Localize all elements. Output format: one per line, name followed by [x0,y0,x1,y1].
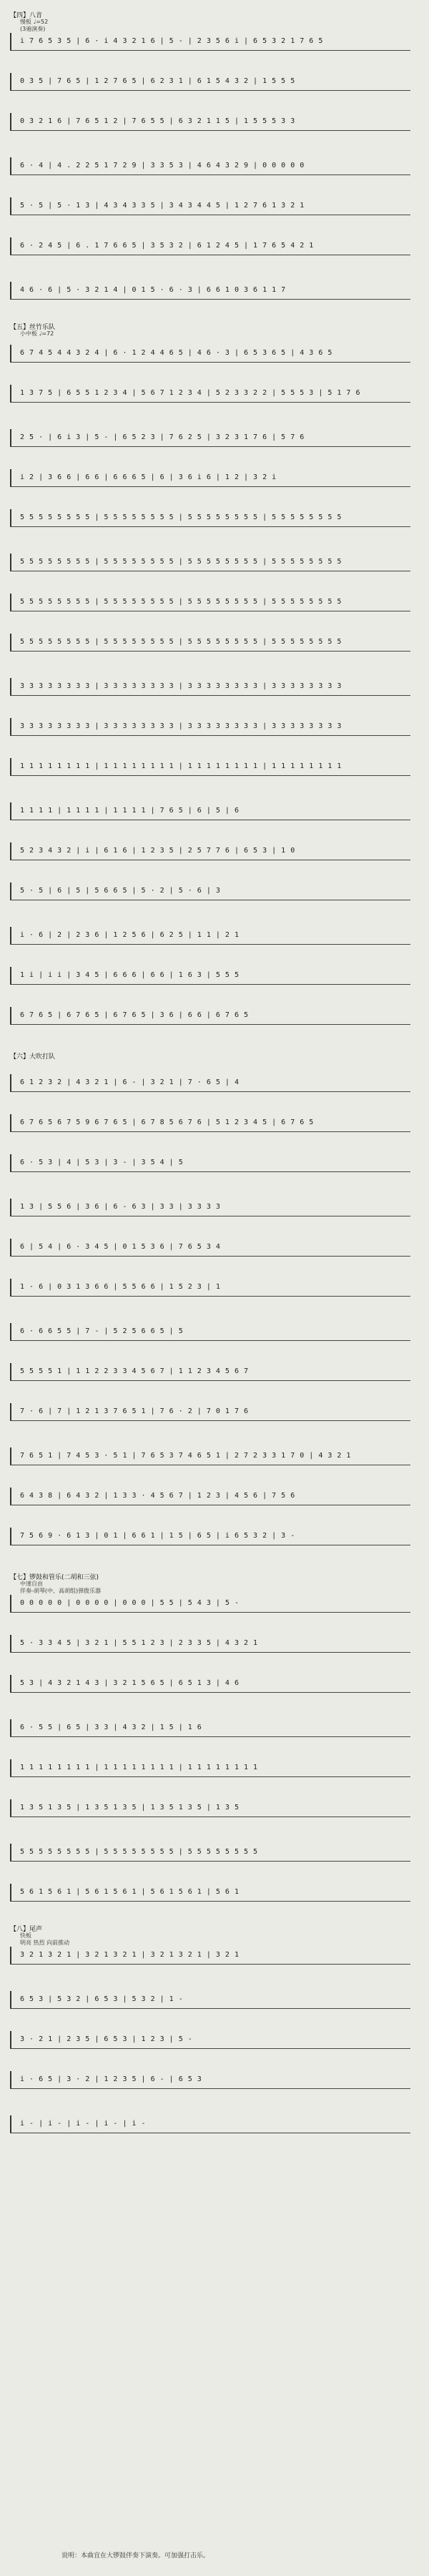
notation-system [10,842,410,860]
notation-row: i - | i - | i - | i - | i - [10,2115,410,2133]
section-title: 【八】尾声 [10,1926,43,1933]
notation-row: 5 5 5 5 1 | 1 1 2 2 3 3 4 5 6 7 | 1 1 2 3 4 5 6 7 [10,1363,410,1381]
notation-row: 3 2 1 3 2 1 | 3 2 1 3 2 1 | 3 2 1 3 2 1 | 3 2 1 [10,1947,410,1965]
tempo-mark: 慢板 ♩=52 [20,19,49,25]
notation-row: 6 | 5 4 | 6 · 3 4 5 | 0 1 5 3 6 | 7 6 5 3 4 [10,1239,410,1257]
notation-system [10,1488,410,1505]
section-subtitle: 伴奏-胡琴(中、高胡组)弹拨乐器 [20,1588,102,1594]
notation-system [10,678,410,696]
notation-system [10,345,410,363]
notation-system [10,718,410,736]
notation-row: 1 1 1 1 | 1 1 1 1 | 1 1 1 1 | 7 6 5 | 6 | 5 | 6 [10,802,410,820]
notation-system [10,113,410,131]
notation-row: 1 · 6 | 0 3 1 3 6 6 | 5 5 6 6 | 1 5 2 3 | 1 [10,1279,410,1297]
section-title: 【五】丝竹乐队 [10,324,56,331]
notation-system [10,237,410,255]
notation-row: 7 · 6 | 7 | 1 2 1 3 7 6 5 1 | 7 6 · 2 | 7 0 1 7 6 [10,1403,410,1421]
notation-system [10,1323,410,1341]
notation-system [10,1528,410,1545]
notation-row: 6 7 4 5 4 4 3 2 4 | 6 · 1 2 4 4 6 5 | 4 6 · 3 | 6 5 3 6 5 | 4 3 6 5 [10,345,410,363]
notation-row: 5 5 5 5 5 5 5 5 | 5 5 5 5 5 5 5 5 | 5 5 5 5 5 5 5 5 [10,1844,410,1862]
notation-system [10,2031,410,2049]
notation-row: i · 6 | 2 | 2 3 6 | 1 2 5 6 | 6 2 5 | 1 1 | 2 1 [10,927,410,945]
notation-system [10,1675,410,1693]
notation-row: 1 3 | 5 5 6 | 3 6 | 6 - 6 3 | 3 3 | 3 3 3 3 [10,1199,410,1216]
notation-row: 6 5 3 | 5 3 2 | 6 5 3 | 5 3 2 | 1 - [10,1991,410,2009]
notation-system [10,1279,410,1297]
notation-system [10,1154,410,1172]
notation-row: 5 6 1 5 6 1 | 5 6 1 5 6 1 | 5 6 1 5 6 1 | 5 6 1 [10,1884,410,1902]
notation-system [10,1947,410,1965]
notation-row: 5 5 5 5 5 5 5 5 | 5 5 5 5 5 5 5 5 | 5 5 5 5 5 5 5 5 | 5 5 5 5 5 5 5 5 [10,554,410,571]
notation-row: 6 · 5 3 | 4 | 5 3 | 3 - | 3 5 4 | 5 [10,1154,410,1172]
notation-system [10,1403,410,1421]
notation-system [10,1114,410,1132]
notation-row: 6 · 6 6 5 5 | 7 - | 5 2 5 6 6 5 | 5 [10,1323,410,1341]
notation-row: 0 0 0 0 0 | 0 0 0 0 | 0 0 0 | 5 5 | 5 4 3 | 5 - [10,1595,410,1613]
notation-system [10,1363,410,1381]
notation-system [10,1239,410,1257]
tempo-mark: 小中板 ♩=72 [20,330,54,337]
notation-system [10,1007,410,1025]
notation-row: 3 · 2 1 | 2 3 5 | 6 5 3 | 1 2 3 | 5 - [10,2031,410,2049]
notation-system [10,883,410,900]
tempo-mark: 中速自由 [20,1580,43,1587]
section-subtitle: (3遍演奏) [20,26,46,32]
notation-row: i · 6 5 | 3 · 2 | 1 2 3 5 | 6 - | 6 5 3 [10,2071,410,2089]
notation-system [10,594,410,611]
tempo-mark: 快板 [20,1932,31,1939]
notation-row: 6 7 6 5 6 7 5 9 6 7 6 5 | 6 7 8 5 6 7 6 | 5 1 2 3 4 5 | 6 7 6 5 [10,1114,410,1132]
notation-row: 5 3 | 4 3 2 1 4 3 | 3 2 1 5 6 5 | 6 5 1 3 | 4 6 [10,1675,410,1693]
notation-row: 5 5 5 5 5 5 5 5 | 5 5 5 5 5 5 5 5 | 5 5 5 5 5 5 5 5 | 5 5 5 5 5 5 5 5 [10,509,410,527]
notation-system [10,1595,410,1613]
notation-row: 1 3 5 1 3 5 | 1 3 5 1 3 5 | 1 3 5 1 3 5 | 1 3 5 [10,1799,410,1817]
notation-row: 5 · 5 | 6 | 5 | 5 6 6 5 | 5 · 2 | 5 · 6 | 3 [10,883,410,900]
section-title: 【七】锣鼓和管乐(二胡和三弦) [10,1574,99,1581]
notation-system [10,429,410,447]
notation-system [10,554,410,571]
notation-system [10,758,410,776]
notation-system [10,197,410,215]
notation-row: 3 3 3 3 3 3 3 3 | 3 3 3 3 3 3 3 3 | 3 3 3 3 3 3 3 3 | 3 3 3 3 3 3 3 3 [10,718,410,736]
notation-row: 7 6 5 1 | 7 4 5 3 · 5 1 | 7 6 5 3 7 4 6 5 1 | 2 7 2 3 3 1 7 0 | 4 3 2 1 [10,1447,410,1465]
notation-row: 0 3 5 | 7 6 5 | 1 2 7 6 5 | 6 2 3 1 | 6 1 5 4 3 2 | 1 5 5 5 [10,73,410,91]
notation-system [10,469,410,487]
notation-system [10,1884,410,1902]
notation-system [10,802,410,820]
notation-system [10,1844,410,1862]
notation-row: 5 2 3 4 3 2 | i | 6 1 6 | 1 2 3 5 | 2 5 7 7 6 | 6 5 3 | 1 0 [10,842,410,860]
notation-row: 5 5 5 5 5 5 5 5 | 5 5 5 5 5 5 5 5 | 5 5 5 5 5 5 5 5 | 5 5 5 5 5 5 5 5 [10,594,410,611]
notation-row: 1 1 1 1 1 1 1 1 | 1 1 1 1 1 1 1 1 | 1 1 1 1 1 1 1 1 | 1 1 1 1 1 1 1 1 [10,758,410,776]
notation-system [10,509,410,527]
notation-row: 6 · 2 4 5 | 6 . 1 7 6 6 5 | 3 5 3 2 | 6 1 2 4 5 | 1 7 6 5 4 2 1 [10,237,410,255]
notation-system [10,1074,410,1092]
notation-row: i 7 6 5 3 5 | 6 · i 4 3 2 1 6 | 5 - | 2 3 5 6 i | 6 5 3 2 1 7 6 5 [10,33,410,51]
notation-row: 6 1 2 3 2 | 4 3 2 1 | 6 - | 3 2 1 | 7 · 6 5 | 4 [10,1074,410,1092]
notation-system [10,2071,410,2089]
notation-row: 3 3 3 3 3 3 3 3 | 3 3 3 3 3 3 3 3 | 3 3 3 3 3 3 3 3 | 3 3 3 3 3 3 3 3 [10,678,410,696]
notation-row: 6 7 6 5 | 6 7 6 5 | 6 7 6 5 | 3 6 | 6 6 | 6 7 6 5 [10,1007,410,1025]
notation-system [10,927,410,945]
notation-row: i 2 | 3 6 6 | 6 6 | 6 6 6 5 | 6 | 3 6 i 6 | 1 2 | 3 2 i [10,469,410,487]
notation-row: 6 · 5 5 | 6 5 | 3 3 | 4 3 2 | 1 5 | 1 6 [10,1719,410,1737]
notation-system [10,2115,410,2133]
notation-row: 1 3 7 5 | 6 5 5 1 2 3 4 | 5 6 7 1 2 3 4 | 5 2 3 3 2 2 | 5 5 5 3 | 5 1 7 6 [10,385,410,403]
notation-row: 1 i | i i | 3 4 5 | 6 6 6 | 6 6 | 1 6 3 | 5 5 5 [10,967,410,985]
notation-system [10,157,410,175]
notation-row: 6 · 4 | 4 . 2 2 5 1 7 2 9 | 3 3 5 3 | 4 6 4 3 2 9 | 0 0 0 0 0 [10,157,410,175]
section-title: 【四】八音 [10,12,43,19]
notation-system [10,1719,410,1737]
notation-row: 5 · 5 | 5 · 1 3 | 4 3 4 3 3 5 | 3 4 3 4 4 5 | 1 2 7 6 1 3 2 1 [10,197,410,215]
notation-system [10,1759,410,1777]
notation-system [10,967,410,985]
notation-row: 7 5 6 9 · 6 1 3 | 0 1 | 6 6 1 | 1 5 | 6 5 | i 6 5 3 2 | 3 - [10,1528,410,1545]
notation-system [10,1635,410,1653]
notation-system [10,73,410,91]
notation-system [10,33,410,51]
notation-system [10,1799,410,1817]
notation-system [10,1991,410,2009]
section-title: 【六】大吹打队 [10,1053,56,1061]
notation-row: 1 1 1 1 1 1 1 1 | 1 1 1 1 1 1 1 1 | 1 1 1 1 1 1 1 1 [10,1759,410,1777]
notation-system [10,282,410,300]
notation-row: 2 5 · | 6 i 3 | 5 - | 6 5 2 3 | 7 6 2 5 | 3 2 3 1 7 6 | 5 7 6 [10,429,410,447]
notation-row: 4 6 · 6 | 5 · 3 2 1 4 | 0 1 5 · 6 · 3 | 6 6 1 0 3 6 1 1 7 [10,282,410,300]
notation-system [10,1447,410,1465]
notation-row: 0 3 2 1 6 | 7 6 5 1 2 | 7 6 5 5 | 6 3 2 1 1 5 | 1 5 5 5 3 3 [10,113,410,131]
footnote: 说明：本曲宜在大锣鼓伴奏下演奏。可加强打击乐。 [61,2552,210,2560]
notation-row: 6 4 3 8 | 6 4 3 2 | 1 3 3 · 4 5 6 7 | 1 2 3 | 4 5 6 | 7 5 6 [10,1488,410,1505]
notation-row: 5 5 5 5 5 5 5 5 | 5 5 5 5 5 5 5 5 | 5 5 5 5 5 5 5 5 | 5 5 5 5 5 5 5 5 [10,634,410,652]
notation-row: 5 · 3 3 4 5 | 3 2 1 | 5 5 1 2 3 | 2 3 3 5 | 4 3 2 1 [10,1635,410,1653]
notation-system [10,1199,410,1216]
notation-system [10,634,410,652]
notation-system [10,385,410,403]
section-subtitle: 明亮 热烈 向前推动 [20,1940,70,1946]
